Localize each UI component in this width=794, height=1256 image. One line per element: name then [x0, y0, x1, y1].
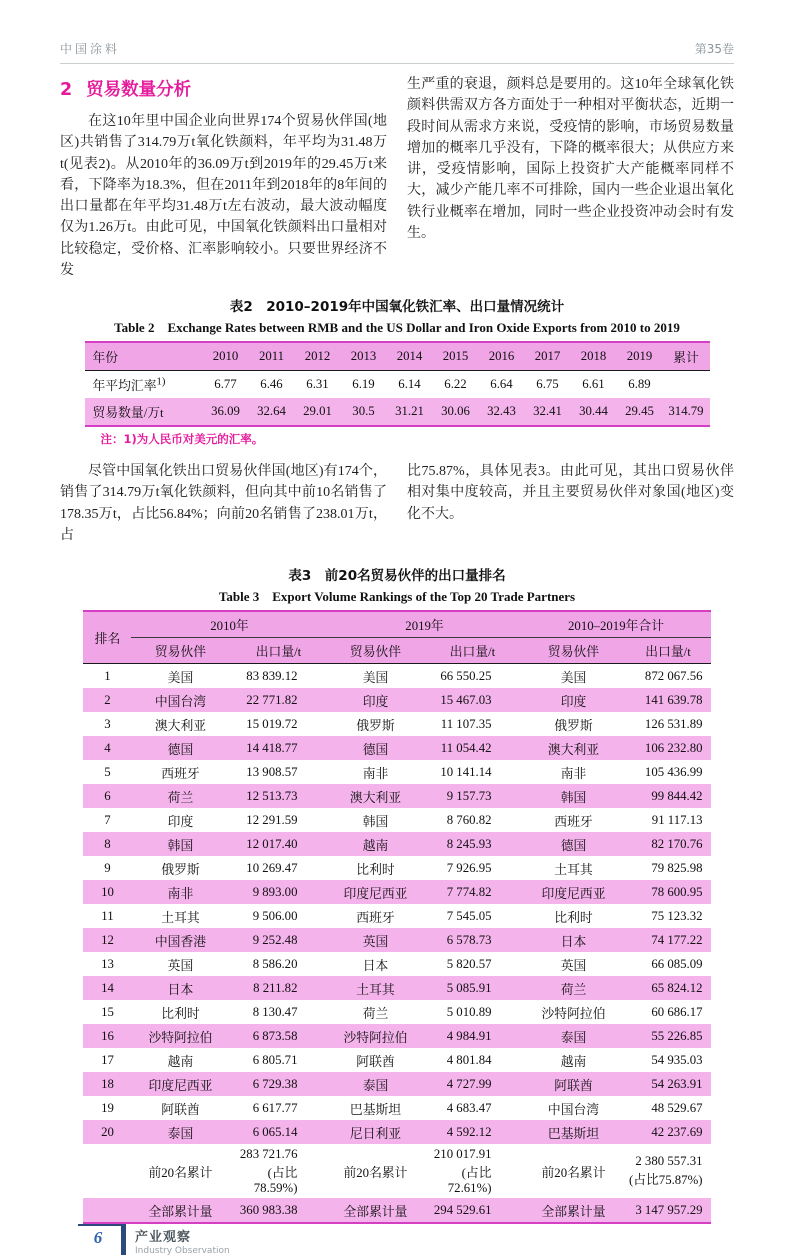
table2-value-cell: 36.09: [211, 404, 240, 419]
table3-volume-cell: 75 123.32: [651, 908, 703, 923]
table3-partner-cell: 英国: [362, 934, 389, 949]
table2-header-cell: 2016: [479, 342, 525, 371]
table3-partner-cell: 西班牙: [356, 910, 395, 925]
table2-value-cell: 30.06: [441, 404, 470, 419]
table3-partner-cell: 荷兰: [560, 982, 587, 997]
summary-volume-share: (占比72.61%): [447, 1165, 492, 1195]
journal-name: 中国涂料: [60, 42, 121, 56]
table3-partner-cell: 沙特阿拉伯: [148, 1030, 213, 1045]
column-name-zh: 产业观察: [135, 1230, 192, 1246]
table3-volume-cell: 9 893.00: [252, 884, 298, 899]
table2-header-cell: 2018: [571, 342, 617, 371]
summary-volume-value: 360 983.38: [239, 1202, 298, 1217]
table3-volume-cell: 13 908.57: [246, 764, 298, 779]
table3-partner-cell: 俄罗斯: [554, 718, 593, 733]
table3-partner-cell: 中国香港: [154, 934, 207, 949]
table3-partner-cell: 比利时: [554, 910, 593, 925]
table2-value-cell: 31.21: [395, 404, 424, 419]
table2-row-label: 年平均汇率$^{1)}$: [92, 376, 166, 394]
table2-value-cell: 6.31: [306, 377, 329, 392]
table3-volume-cell: 105 436.99: [644, 764, 703, 779]
table3-partner-cell: 比利时: [356, 862, 395, 877]
table3-volume-cell: 48 529.67: [651, 1100, 703, 1115]
table3-volume-cell: 11 107.35: [440, 716, 492, 731]
table3-summary-row: [83, 1198, 710, 1223]
summary-volume-share: (占比78.59%): [253, 1165, 298, 1195]
table3-volume-cell: 54 263.91: [651, 1076, 703, 1091]
volume-label: 第35卷: [694, 42, 734, 56]
table3-volume-cell: 7 545.05: [446, 908, 492, 923]
table3-summary-label-cell: 前20名累计: [148, 1165, 213, 1180]
table3-rank-cell: 6: [104, 788, 111, 803]
table3-partner-cell: 俄罗斯: [161, 862, 200, 877]
column-right: [407, 74, 734, 281]
table3-volume-cell: 6 729.38: [252, 1076, 298, 1091]
table3-volume-cell: 872 067.56: [644, 668, 703, 683]
table3-partner-cell: 阿联酋: [554, 1078, 593, 1093]
table3-row: [83, 712, 710, 736]
table3-volume-cell: 6 873.58: [252, 1028, 298, 1043]
table3-summary-label-cell: 前20名累计: [343, 1165, 408, 1180]
table3-volume-cell: 5 820.57: [446, 956, 492, 971]
table3-volume-cell: [626, 1144, 711, 1198]
table2-header-cell: 2014: [387, 342, 433, 371]
table3-subheader-partner: 贸易伙伴: [522, 638, 626, 664]
table2-value-cell: 6.22: [444, 377, 467, 392]
table3-rank-cell: [83, 1144, 131, 1198]
table3-rank-cell: 8: [104, 836, 111, 851]
table2-value-cell: 6.77: [214, 377, 237, 392]
table3-partner-cell: 阿联酋: [161, 1102, 200, 1117]
table2-title-en: Table 2 Exchange Rates between RMB and the US Dollar and Iron Oxide Exports from 2010 to 2019: [114, 320, 680, 336]
table3-partner-cell: 中国台湾: [154, 694, 207, 709]
table3-partner-cell: 澳大利亚: [547, 742, 600, 757]
table3-partner-cell: 美国: [167, 670, 194, 685]
table3-partner-cell: 土耳其: [554, 862, 593, 877]
table3-group-2019: 2019年: [327, 611, 521, 638]
table2-value-cell: 30.44: [579, 404, 608, 419]
table2-header-cell: 2015: [433, 342, 479, 371]
table3-partner-cell: 阿联酋: [356, 1054, 395, 1069]
paragraph-2-right: 比75.87%，具体见表3。由此可见，其出口贸易伙伴相对集中度较高，并且主要贸易伙伴对象国(地区)变化不大。: [407, 464, 734, 522]
table3-rank-cell: 9: [104, 860, 111, 875]
table3-volume-cell: 42 237.69: [651, 1124, 703, 1139]
paragraph-1-left: 在这10年里中国企业向世界174个贸易伙伴国(地区)共销售了314.79万t氧化铁颜料，年平均为31.48万t(见表2)。从2010年的36.09万t到2019年的29.45万t来看，下降率为18.3%，但在2011年到2018年的8年间的出口量都在年平均31.48万t左右波动，最大波动幅度仅为1.26万t。由此可见，中国氧化铁颜料出口量相对比较稳定，受价格、汇率影响较小。只要世界经济不发: [60, 114, 387, 278]
table3-group-total: 2010–2019年合计: [522, 611, 711, 638]
table3-volume-cell: 4 984.91: [446, 1028, 492, 1043]
table2-value-cell: 6.14: [398, 377, 421, 392]
table3-volume-cell: 7 774.82: [446, 884, 492, 899]
table3-rank-cell: 2: [104, 692, 111, 707]
table3-row: [83, 1048, 710, 1072]
table3-volume-cell: 66 550.25: [440, 668, 492, 683]
table3-title-zh: 表3 前20名贸易伙伴的出口量排名: [288, 568, 506, 585]
table3-caption: [60, 564, 734, 605]
table3-volume-cell: 91 117.13: [651, 812, 703, 827]
table2-value-cell: 6.75: [536, 377, 559, 392]
table3-row: [83, 832, 710, 856]
table3-row: [83, 904, 710, 928]
table3-summary-label-cell: 全部累计量: [148, 1204, 213, 1219]
table2-row-label: 贸易数量/万t: [92, 406, 164, 421]
table3-row: [83, 952, 710, 976]
table3-partner-cell: 土耳其: [356, 982, 395, 997]
table3-rank-cell: 16: [101, 1028, 114, 1043]
table3-volume-cell: 66 085.09: [651, 956, 703, 971]
table3-volume-cell: 8 586.20: [252, 956, 298, 971]
table3-volume-cell: 6 578.73: [446, 932, 492, 947]
table3-partner-cell: 韩国: [362, 814, 389, 829]
table3-partner-cell: 韩国: [167, 838, 194, 853]
paragraph-2-left: 尽管中国氧化铁出口贸易伙伴国(地区)有174个，销售了314.79万t氧化铁颜料，但向其中前10名销售了178.35万t，占比56.84%；向前20名销售了238.01万t，占: [60, 464, 387, 543]
table3-partner-cell: 印度: [167, 814, 194, 829]
table3-volume-cell: 74 177.22: [651, 932, 703, 947]
table3-volume-cell: 14 418.77: [246, 740, 298, 755]
table3-partner-cell: 沙特阿拉伯: [343, 1030, 408, 1045]
table3-volume-cell: 9 252.48: [252, 932, 298, 947]
table2-title-zh: 表2 2010–2019年中国氧化铁汇率、出口量情况统计: [229, 299, 565, 316]
table3-partner-cell: 泰国: [560, 1030, 587, 1045]
table3-partner-cell: 沙特阿拉伯: [541, 1006, 606, 1021]
column-left: [60, 74, 387, 281]
table2-caption: [60, 295, 734, 336]
table2-header-cell: 2019: [617, 342, 663, 371]
table3-subheader-partner: 贸易伙伴: [327, 638, 423, 664]
table3-volume-cell: 5 085.91: [446, 980, 492, 995]
table3-partner-cell: 泰国: [362, 1078, 389, 1093]
table3-partner-cell: 荷兰: [362, 1006, 389, 1021]
table2-footnote: 注：1)为人民币对美元的汇率。: [100, 432, 264, 447]
table3-partner-cell: 印度尼西亚: [343, 886, 408, 901]
table3-volume-cell: 8 760.82: [446, 812, 492, 827]
table3-volume-cell: [423, 1198, 521, 1223]
table3-partner-cell: 巴基斯坦: [547, 1126, 600, 1141]
table3-partner-cell: 英国: [167, 958, 194, 973]
table3-rank-cell: 1: [104, 668, 111, 683]
table2-header-cell: 2010: [203, 342, 249, 371]
table3-volume-cell: 4 592.12: [446, 1124, 492, 1139]
summary-volume-value: 294 529.61: [433, 1202, 492, 1217]
table2-value-cell: 6.61: [582, 377, 605, 392]
table3-volume-cell: 8 211.82: [253, 980, 298, 995]
table3-volume-cell: 4 683.47: [446, 1100, 492, 1115]
table3-rank-cell: 14: [101, 980, 114, 995]
table3-group-header-row: [83, 611, 710, 638]
table2-value-cell: 32.41: [533, 404, 562, 419]
table3-rank-cell: 20: [101, 1124, 114, 1139]
table3-subheader-row: [83, 638, 710, 664]
table3-volume-cell: 11 054.42: [440, 740, 492, 755]
table3-row: [83, 1120, 710, 1144]
table3-rank-cell: 3: [104, 716, 111, 731]
table3-rank-cell: 4: [104, 740, 111, 755]
table2-row: [85, 398, 710, 426]
table3-partner-cell: 澳大利亚: [349, 790, 402, 805]
table2-body: [85, 371, 710, 427]
table3-volume-cell: 65 824.12: [651, 980, 703, 995]
table2-header-cell: 2013: [341, 342, 387, 371]
table3-volume-cell: 54 935.03: [651, 1052, 703, 1067]
table2-header-cell: 2011: [249, 342, 295, 371]
table3-volume-cell: 4 727.99: [446, 1076, 492, 1091]
table3-partner-cell: 西班牙: [554, 814, 593, 829]
table3-partner-cell: 越南: [167, 1054, 194, 1069]
table3-rank-header: 排名: [83, 611, 131, 664]
table3-group-2010: 2010年: [131, 611, 327, 638]
table3-volume-cell: 79 825.98: [651, 860, 703, 875]
table3-rank-cell: 18: [101, 1076, 114, 1091]
table2-header-row: [85, 342, 710, 371]
table2-header-cell: 2017: [525, 342, 571, 371]
table3-volume-cell: 15 467.03: [440, 692, 492, 707]
table3-rank-cell: 13: [101, 956, 114, 971]
table3-partner-cell: 西班牙: [161, 766, 200, 781]
table3-row: [83, 736, 710, 760]
table3: [83, 610, 710, 1224]
section-number: 2: [60, 80, 73, 100]
table3-volume-cell: [229, 1144, 327, 1198]
table2-row: [85, 371, 710, 399]
table3-subheader-partner: 贸易伙伴: [131, 638, 229, 664]
table3-partner-cell: 日本: [167, 982, 194, 997]
table3-partner-cell: 德国: [560, 838, 587, 853]
table3-volume-cell: 55 226.85: [651, 1028, 703, 1043]
table2-value-cell: 32.43: [487, 404, 516, 419]
table3-row: [83, 1096, 710, 1120]
table3-volume-cell: 8 130.47: [252, 1004, 298, 1019]
table3-row: [83, 760, 710, 784]
table3-partner-cell: 印度: [560, 694, 587, 709]
table3-rank-cell: 19: [101, 1100, 114, 1115]
table2-header-cell: 年份: [85, 342, 203, 371]
table3-rank-cell: 12: [101, 932, 114, 947]
table3-volume-cell: 4 801.84: [446, 1052, 492, 1067]
table2-value-cell: 29.45: [625, 404, 654, 419]
table3-row: [83, 928, 710, 952]
table3-volume-cell: 6 805.71: [252, 1052, 298, 1067]
table3-partner-cell: 日本: [362, 958, 389, 973]
table3-row: [83, 1072, 710, 1096]
table2: [85, 341, 710, 427]
table3-partner-cell: 德国: [362, 742, 389, 757]
table3-row: [83, 808, 710, 832]
table3-volume-cell: 6 065.14: [252, 1124, 298, 1139]
table3-volume-cell: 8 245.93: [446, 836, 492, 851]
table3-subheader-volume: 出口量/t: [229, 638, 327, 664]
table2-value-cell: 314.79: [668, 404, 704, 419]
table3-subheader-volume: 出口量/t: [423, 638, 521, 664]
table2-value-cell: 29.01: [303, 404, 332, 419]
table3-row: [83, 1024, 710, 1048]
table3-volume-cell: 141 639.78: [644, 692, 703, 707]
section-title: 贸易数量分析: [86, 80, 192, 100]
table2-value-cell: 6.64: [490, 377, 513, 392]
table3-volume-cell: 10 141.14: [440, 764, 492, 779]
table3-volume-cell: [423, 1144, 521, 1198]
table3-partner-cell: 比利时: [161, 1006, 200, 1021]
column-name-en: Industry Observation: [135, 1246, 230, 1256]
table3-partner-cell: 印度尼西亚: [541, 886, 606, 901]
table3-row: [83, 688, 710, 712]
column-right: [407, 461, 734, 546]
table3-volume-cell: 15 019.72: [246, 716, 298, 731]
table2-value-cell: 30.5: [352, 404, 375, 419]
summary-volume-value: 283 721.76: [239, 1146, 298, 1161]
table3-summary-label-cell: 全部累计量: [541, 1204, 606, 1219]
table3-partner-cell: 日本: [560, 934, 587, 949]
table3-rank-cell: 15: [101, 1004, 114, 1019]
table3-volume-cell: 12 513.73: [246, 788, 298, 803]
table3-volume-cell: 78 600.95: [651, 884, 703, 899]
table3-rank-cell: 5: [104, 764, 111, 779]
table3-volume-cell: [626, 1198, 711, 1223]
table3-volume-cell: 12 017.40: [246, 836, 298, 851]
table3-volume-cell: 60 686.17: [651, 1004, 703, 1019]
table3-row: [83, 880, 710, 904]
table3-row: [83, 976, 710, 1000]
table3-row: [83, 856, 710, 880]
table3-volume-cell: [229, 1198, 327, 1223]
table3-rank-cell: 7: [104, 812, 111, 827]
column-left: [60, 461, 387, 546]
text-block-1: [60, 74, 734, 281]
table3-partner-cell: 越南: [560, 1054, 587, 1069]
table3-volume-cell: 83 839.12: [246, 668, 298, 683]
table3-partner-cell: 中国台湾: [547, 1102, 600, 1117]
table3-partner-cell: 韩国: [560, 790, 587, 805]
table3-partner-cell: 印度尼西亚: [148, 1078, 213, 1093]
page-number-box: [78, 1224, 126, 1253]
table3-rank-cell: [83, 1198, 131, 1223]
table3-partner-cell: 荷兰: [167, 790, 194, 805]
table2-value-cell: [663, 371, 710, 399]
summary-volume-value: 210 017.91: [433, 1146, 492, 1161]
table2-value-cell: 32.64: [257, 404, 286, 419]
table2-header-cell: 累计: [663, 342, 710, 371]
summary-volume-value: 2 380 557.31: [635, 1154, 703, 1169]
table3-rank-cell: 10: [101, 884, 114, 899]
table3-summary-row: [83, 1144, 710, 1198]
table3-volume-cell: 106 232.80: [644, 740, 703, 755]
table3-partner-cell: 德国: [167, 742, 194, 757]
table3-row: [83, 784, 710, 808]
table3-partner-cell: 南非: [560, 766, 587, 781]
table3-volume-cell: 10 269.47: [246, 860, 298, 875]
table3-partner-cell: 英国: [560, 958, 587, 973]
table3-summary-label-cell: 全部累计量: [343, 1204, 408, 1219]
table3-subheader-volume: 出口量/t: [626, 638, 711, 664]
table3-partner-cell: 泰国: [167, 1126, 194, 1141]
table3-partner-cell: 美国: [560, 670, 587, 685]
table3-body: [83, 664, 710, 1224]
table2-value-cell: 6.89: [628, 377, 651, 392]
text-block-2: [60, 461, 734, 546]
table3-volume-cell: 99 844.42: [651, 788, 703, 803]
table3-summary-label-cell: 前20名累计: [541, 1165, 606, 1180]
footer-labels: [135, 1224, 230, 1256]
table2-value-cell: 6.46: [260, 377, 283, 392]
table3-partner-cell: 南非: [167, 886, 194, 901]
table3-volume-cell: 7 926.95: [446, 860, 492, 875]
table3-title-en: Table 3 Export Volume Rankings of the Top 20 Trade Partners: [218, 589, 576, 605]
table3-partner-cell: 越南: [362, 838, 389, 853]
page-footer: [0, 1224, 794, 1256]
table3-partner-cell: 土耳其: [161, 910, 200, 925]
table3-volume-cell: 126 531.89: [644, 716, 703, 731]
section-heading: [60, 76, 387, 101]
table3-row: [83, 664, 710, 689]
table3-volume-cell: 9 157.73: [446, 788, 492, 803]
table3-rank-cell: 11: [101, 908, 114, 923]
table3-partner-cell: 美国: [362, 670, 389, 685]
table3-partner-cell: 印度: [362, 694, 389, 709]
table3-partner-cell: 尼日利亚: [349, 1126, 402, 1141]
table3-volume-cell: 12 291.59: [246, 812, 298, 827]
table3-volume-cell: 82 170.76: [651, 836, 703, 851]
table2-header-cell: 2012: [295, 342, 341, 371]
summary-volume-share: (占比75.87%): [628, 1173, 703, 1188]
table3-partner-cell: 南非: [362, 766, 389, 781]
table3-partner-cell: 巴基斯坦: [349, 1102, 402, 1117]
paragraph-1-right: 生严重的衰退，颜料总是要用的。这10年全球氧化铁颜料供需双方各方面处于一种相对平衡状态，近期一段时间从需求方来说，受疫情的影响，市场贸易数量增加的概率几乎没有，下降的概率很大；从供应方来讲，受疫情影响，国际上投资扩大产能概率同样不大，减少产能几率不可排除，国内一些企业退出氧化铁行业概率在增加，同时一些企业投资冲动会时有发生。: [407, 77, 734, 241]
running-head: [60, 40, 734, 64]
page-number-bar-decoration: [121, 1226, 126, 1255]
table3-partner-cell: 俄罗斯: [356, 718, 395, 733]
table3-rank-cell: 17: [101, 1052, 114, 1067]
table3-partner-cell: 澳大利亚: [154, 718, 207, 733]
table3-volume-cell: 22 771.82: [246, 692, 298, 707]
page-number: 6: [93, 1228, 103, 1248]
table2-value-cell: 6.19: [352, 377, 375, 392]
table3-volume-cell: 6 617.77: [252, 1100, 298, 1115]
table3-row: [83, 1000, 710, 1024]
summary-volume-value: 3 147 957.29: [635, 1202, 703, 1217]
table3-volume-cell: 5 010.89: [446, 1004, 492, 1019]
table3-volume-cell: 9 506.00: [252, 908, 298, 923]
